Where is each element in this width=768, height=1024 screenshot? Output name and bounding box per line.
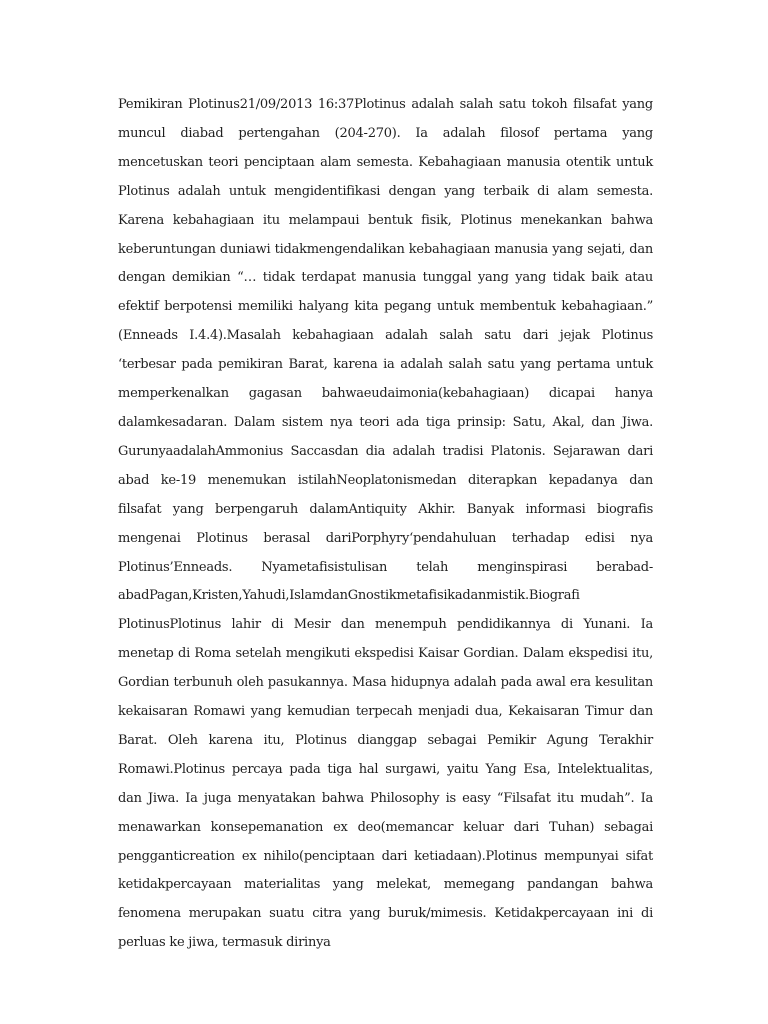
body-paragraph: Pemikiran Plotinus21/09/2013 16:37Plotinus adalah salah satu tokoh filsafat yang muncul diabad pertengahan (204-270). Ia adalah filosof pertama yang mencetuskan teori penciptaan alam semesta. Kebahagiaan manusia otentik untuk Plotinus adalah untuk mengidentifikasi dengan yang terbaik di alam semesta. Karena kebahagiaan itu melampaui bentuk fisik, Plotinus menekankan bahwa keberuntungan duniawi tidakmengendalikan kebahagiaan manusia yang sejati, dan dengan demikian “… tidak terdapat manusia tunggal yang yang tidak baik atau efektif berpotensi memiliki halyang kita pegang untuk membentuk kebahagiaan.” (Enneads I.4.4).Masalah kebahagiaan adalah salah satu dari jejak Plotinus ‘terbesar pada pemikiran Barat, karena ia adalah salah satu yang pertama untuk memperkenalkan gagasan bahwaeudaimonia(kebahagiaan) dicapai hanya dalamkesadaran. Dalam sistem nya teori ada tiga prinsip: Satu, Akal, dan Jiwa. GurunyaadalahAmmonius Saccasdan dia adalah tradisi Platonis. Sejarawan dari abad ke-19 menemukan istilahNeoplatonismedan diterapkan kepadanya dan filsafat yang berpengaruh dalamAntiquity Akhir. Banyak informasi biografis mengenai Plotinus berasal dariPorphyry‘pendahuluan terhadap edisi nya Plotinus’Enneads. Nyametafisistulisan telah menginspirasi berabad-abadPagan,Kristen,Yahudi,IslamdanGnostikmetafisikadanmistik.Biografi PlotinusPlotinus lahir di Mesir dan menempuh pendidikannya di Yunani. Ia menetap di Roma setelah mengikuti ekspedisi Kaisar Gordian. Dalam ekspedisi itu, Gordian terbunuh oleh pasukannya. Masa hidupnya adalah pada awal era kesulitan kekaisaran Romawi yang kemudian terpecah menjadi dua, Kekaisaran Timur dan Barat. Oleh karena itu, Plotinus dianggap sebagai Pemikir Agung Terakhir Romawi.Plotinus percaya pada tiga hal surgawi, yaitu Yang Esa, Intelektualitas, dan Jiwa. Ia juga menyatakan bahwa Philosophy is easy “Filsafat itu mudah”. Ia menawarkan konsepemanation ex deo(memancar keluar dari Tuhan) sebagai pengganticreation ex nihilo(penciptaan dari ketiadaan).Plotinus mempunyai sifat ketidakpercayaan materialitas yang melekat, memegang pandangan bahwa fenomena merupakan suatu citra yang buruk/mimesis. Ketidakpercayaan ini di perluas ke jiwa, termasuk dirinya xyxy=(118,97,653,951)
